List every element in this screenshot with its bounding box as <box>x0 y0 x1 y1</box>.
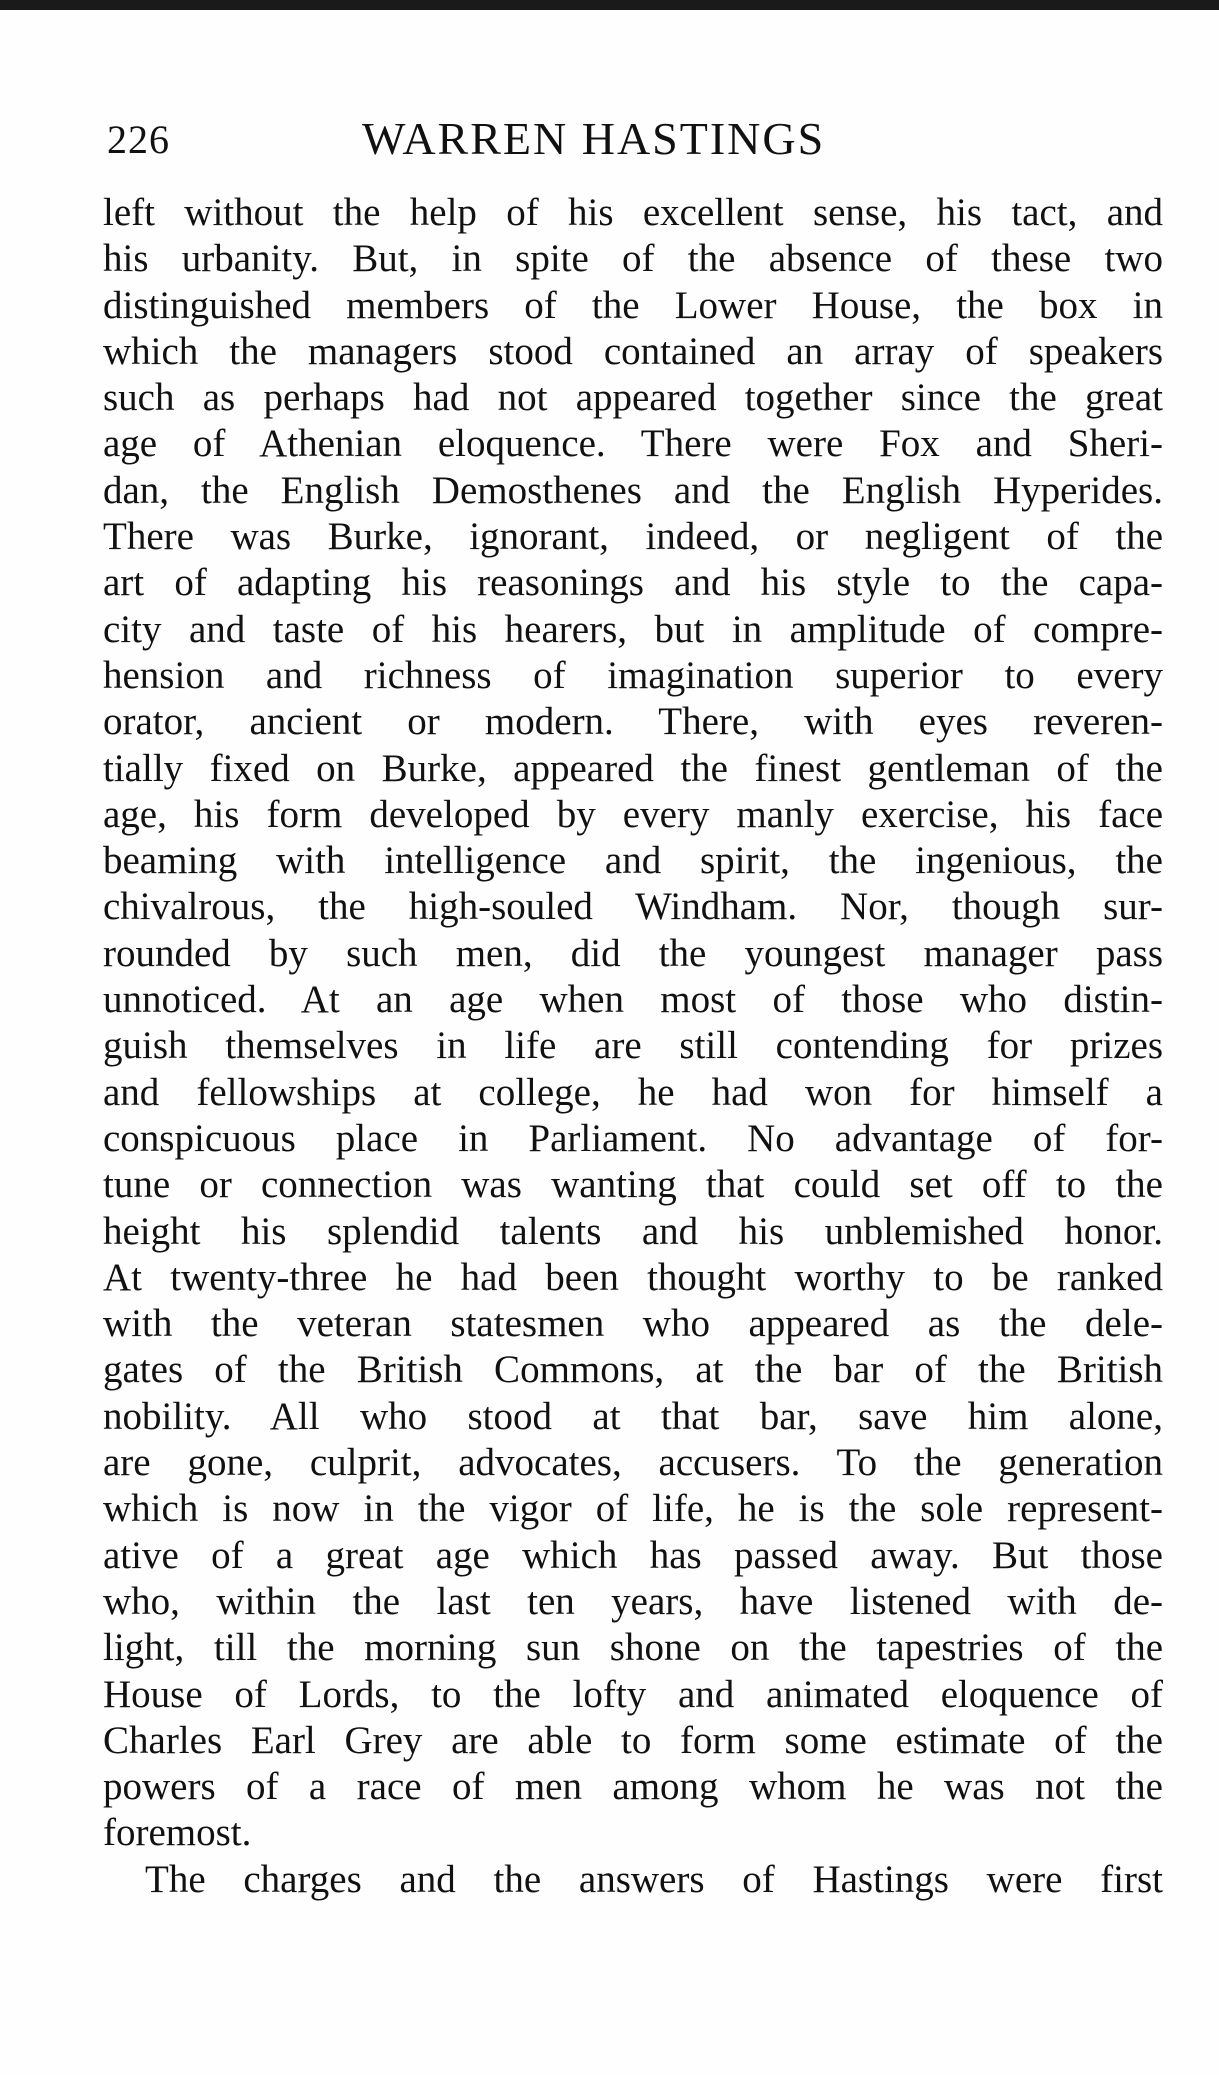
text-line: his urbanity. But, in spite of the absence of these two <box>103 237 1163 281</box>
text-line: such as perhaps had not appeared together since the great <box>103 376 1163 420</box>
paragraph-start-line: The charges and the answers of Hastings were first <box>145 1857 1163 1901</box>
text-line: tially fixed on Burke, appeared the finest gentleman of the <box>103 746 1163 790</box>
text-line: dan, the English Demosthenes and the English Hyperides. <box>103 468 1163 512</box>
text-line: gates of the British Commons, at the bar of the British <box>103 1348 1163 1392</box>
text-line: At twenty-three he had been thought worthy to be ranked <box>103 1255 1163 1299</box>
text-line: and fellowships at college, he had won for himself a <box>103 1070 1163 1114</box>
text-line: which is now in the vigor of life, he is the sole represent- <box>103 1487 1163 1531</box>
text-line: left without the help of his excellent sense, his tact, and <box>103 191 1163 234</box>
text-line: powers of a race of men among whom he was not the <box>103 1765 1163 1809</box>
text-line: guish themselves in life are still contending for prizes <box>103 1024 1163 1068</box>
text-line: distinguished members of the Lower House, the box in <box>103 283 1163 327</box>
text-line: rounded by such men, did the youngest manager pass <box>103 931 1163 975</box>
text-line: Charles Earl Grey are able to form some estimate of the <box>103 1718 1163 1762</box>
page-number: 226 <box>107 117 170 162</box>
top-border-rule <box>0 0 1219 10</box>
text-line: age, his form developed by every manly exercise, his face <box>103 792 1163 836</box>
text-line: are gone, culprit, advocates, accusers. To the generation <box>103 1441 1163 1485</box>
text-line: hension and richness of imagination superior to every <box>103 653 1163 697</box>
text-line: orator, ancient or modern. There, with eyes reveren- <box>103 700 1163 744</box>
running-title: WARREN HASTINGS <box>362 113 826 164</box>
text-line: House of Lords, to the lofty and animated eloquence of <box>103 1672 1163 1716</box>
text-line: chivalrous, the high-souled Windham. Nor, though sur- <box>103 885 1163 929</box>
text-line: height his splendid talents and his unblemished honor. <box>103 1209 1163 1253</box>
text-line: There was Burke, ignorant, indeed, or negligent of the <box>103 515 1163 559</box>
text-line: city and taste of his hearers, but in amplitude of compre- <box>103 607 1163 651</box>
text-line: beaming with intelligence and spirit, the ingenious, the <box>103 839 1163 883</box>
text-line: nobility. All who stood at that bar, save him alone, <box>103 1394 1163 1438</box>
text-line: art of adapting his reasonings and his style to the capa- <box>103 561 1163 605</box>
paragraph-end-line: foremost. <box>103 1811 252 1855</box>
text-line: which the managers stood contained an array of speakers <box>103 329 1163 373</box>
text-line: conspicuous place in Parliament. No advantage of for- <box>103 1116 1163 1160</box>
text-line: who, within the last ten years, have listened with de- <box>103 1579 1163 1623</box>
text-line: tune or connection was wanting that could set off to the <box>103 1163 1163 1207</box>
text-line: ative of a great age which has passed away. But those <box>103 1533 1163 1577</box>
body-text <box>103 190 1163 1903</box>
text-line: light, till the morning sun shone on the tapestries of the <box>103 1626 1163 1670</box>
running-head <box>107 112 1167 172</box>
text-line: unnoticed. At an age when most of those who distin- <box>103 978 1163 1022</box>
text-line: with the veteran statesmen who appeared as the dele- <box>103 1302 1163 1346</box>
text-line: age of Athenian eloquence. There were Fox and Sheri- <box>103 422 1163 466</box>
